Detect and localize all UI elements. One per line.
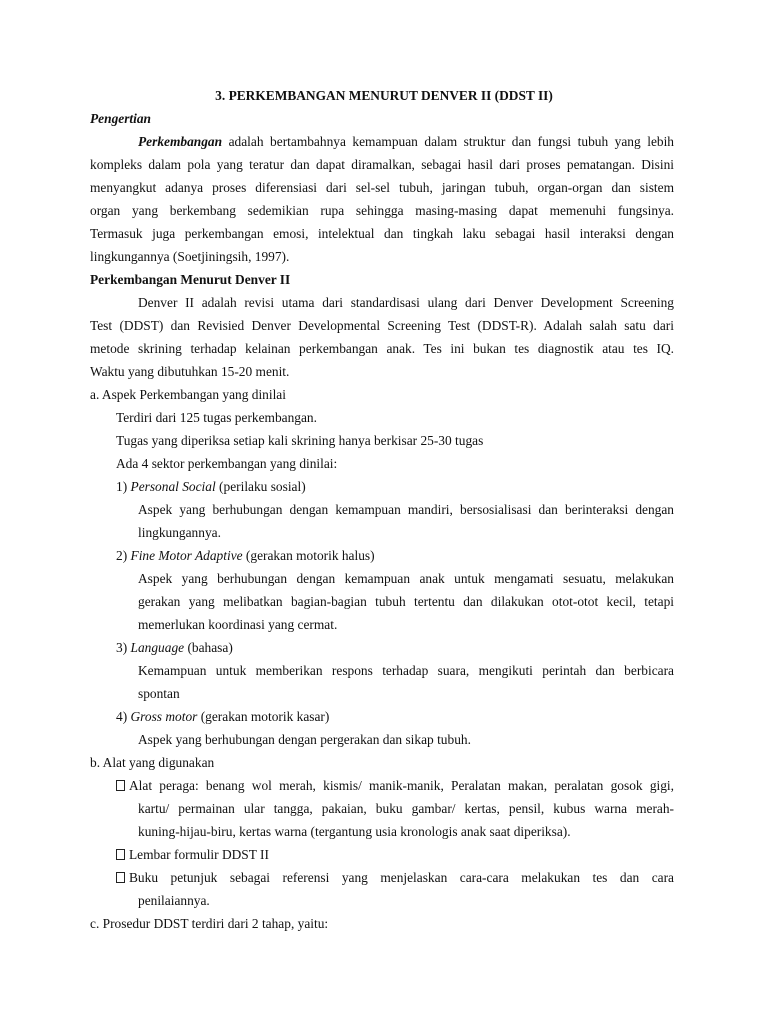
checkbox-icon xyxy=(116,872,125,883)
bullet-1-line: kartu/ permainan ular tangga, pakaian, buku gambar/ kertas, pensil, kubus warna merah- xyxy=(138,801,674,816)
section-b-heading: b. Alat yang digunakan xyxy=(90,755,215,770)
sector-2-desc-line: Aspek yang berhubungan dengan kemampuan anak untuk mengamati sesuatu, melakukan xyxy=(138,571,674,586)
bullet-2-line: Lembar formulir DDST II xyxy=(116,847,269,863)
sector-3-desc-line: Kemampuan untuk memberikan respons terhadap suara, mengikuti perintah dan berbicara xyxy=(138,663,674,678)
pengertian-line-2: kompleks dalam pola yang teratur dan dapat diramalkan, sebagai hasil dari proses pematangan. Disini xyxy=(90,157,674,172)
denver-line-2: Test (DDST) dan Revisied Denver Developmental Screening Test (DDST-R). Adalah salah satu dari xyxy=(90,318,674,333)
sector-2-desc-line: gerakan yang melibatkan bagian-bagian tubuh tertentu dan dilakukan otot-otot kecil, tetapi xyxy=(138,594,674,609)
section-a-item: Terdiri dari 125 tugas perkembangan. xyxy=(116,410,317,425)
checkbox-icon xyxy=(116,849,125,860)
bullet-1-line: Alat peraga: benang wol merah, kismis/ manik-manik, Peralatan makan, peralatan gosok gigi, xyxy=(116,778,674,794)
sector-1-desc-line: Aspek yang berhubungan dengan kemampuan mandiri, bersosialisasi dan berinteraksi dengan xyxy=(138,502,674,517)
pengertian-line-6: lingkungannya (Soetjiningsih, 1997). xyxy=(90,249,290,264)
denver-line-4: Waktu yang dibutuhkan 15-20 menit. xyxy=(90,364,290,379)
sector-1-desc-line: lingkungannya. xyxy=(138,525,221,540)
pengertian-line-1: Perkembangan adalah bertambahnya kemampuan dalam struktur dan fungsi tubuh yang lebih xyxy=(138,134,674,149)
checkbox-icon xyxy=(116,780,125,791)
sector-2-desc-line: memerlukan koordinasi yang cermat. xyxy=(138,617,338,632)
denver-heading: Perkembangan Menurut Denver II xyxy=(90,272,291,287)
bullet-3-line: Buku petunjuk sebagai referensi yang menjelaskan cara-cara melakukan tes dan cara xyxy=(116,870,674,886)
section-a-heading: a. Aspek Perkembangan yang dinilai xyxy=(90,387,286,402)
sector-4-title: 4) Gross motor (gerakan motorik kasar) xyxy=(116,709,330,724)
sector-3-title: 3) Language (bahasa) xyxy=(116,640,233,655)
pengertian-line-3: menyangkut adanya proses diferensiasi dari sel-sel tubuh, jaringan tubuh, organ-organ dan sistem xyxy=(90,180,674,195)
term-perkembangan: Perkembangan xyxy=(138,134,223,149)
bullet-1-line: kuning-hijau-biru, kertas warna (tergantung usia kronologis anak saat diperiksa). xyxy=(138,824,571,839)
sector-2-title: 2) Fine Motor Adaptive (gerakan motorik halus) xyxy=(116,548,375,563)
section-a-item: Ada 4 sektor perkembangan yang dinilai: xyxy=(116,456,338,471)
sector-3-desc-line: spontan xyxy=(138,686,180,701)
pengertian-heading: Pengertian xyxy=(90,111,152,126)
document-title: 3. PERKEMBANGAN MENURUT DENVER II (DDST II) xyxy=(215,88,553,103)
section-c-heading: c. Prosedur DDST terdiri dari 2 tahap, yaitu: xyxy=(90,916,329,931)
pengertian-line-4: organ yang berkembang sedemikian rupa sehingga masing-masing dapat memenuhi fungsinya. xyxy=(90,203,674,218)
sector-1-title: 1) Personal Social (perilaku sosial) xyxy=(116,479,306,494)
section-a-item: Tugas yang diperiksa setiap kali skrining hanya berkisar 25-30 tugas xyxy=(116,433,484,448)
denver-line-1: Denver II adalah revisi utama dari standardisasi ulang dari Denver Development Screening xyxy=(138,295,674,310)
bullet-3-line: penilaiannya. xyxy=(138,893,210,908)
sector-4-desc-line: Aspek yang berhubungan dengan pergerakan dan sikap tubuh. xyxy=(138,732,471,747)
denver-line-3: metode skrining terhadap kelainan perkembangan anak. Tes ini bukan tes diagnostik atau tes IQ. xyxy=(90,341,674,356)
pengertian-line-5: Termasuk juga perkembangan emosi, intelektual dan tingkah laku sebagai hasil interaksi dengan xyxy=(90,226,674,241)
